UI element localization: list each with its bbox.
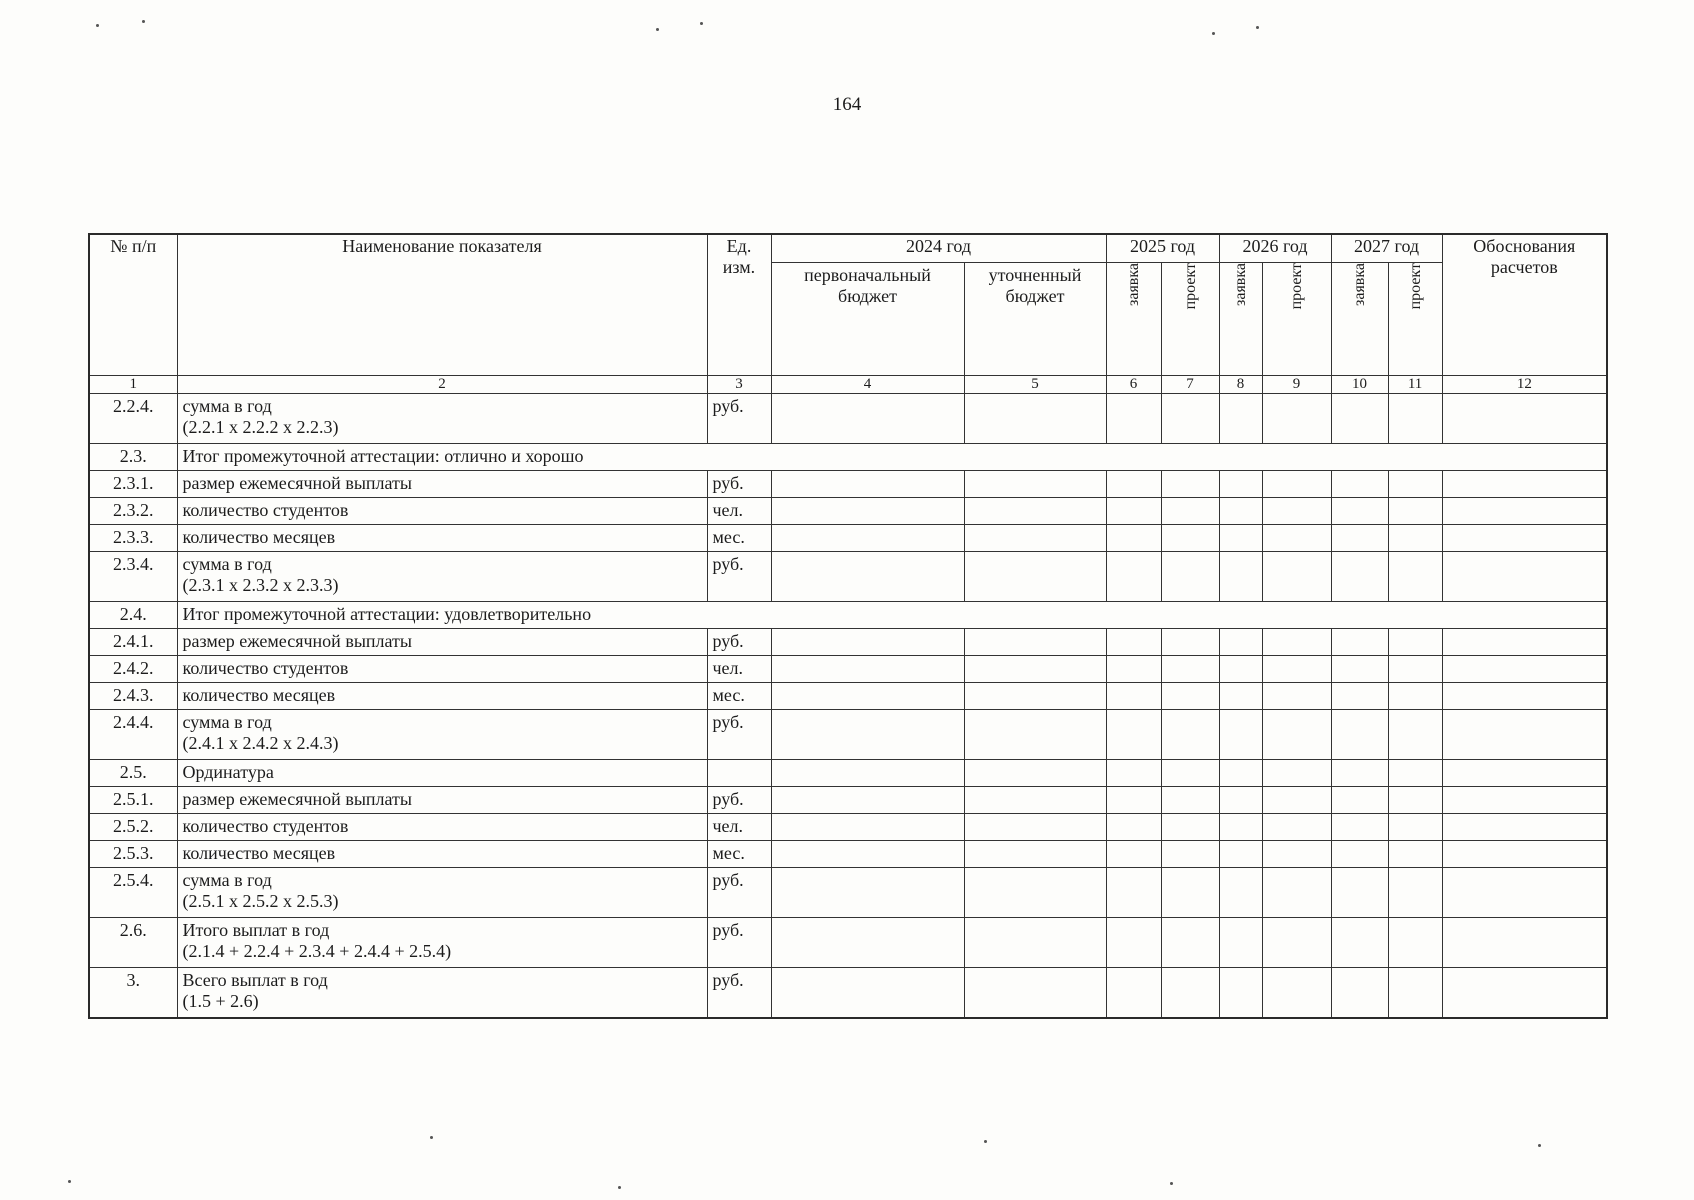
value-cell <box>964 710 1106 760</box>
value-cell <box>964 552 1106 602</box>
value-cell <box>1388 710 1442 760</box>
row-formula: (2.3.1 х 2.3.2 х 2.3.3) <box>182 575 339 595</box>
value-cell <box>1442 841 1607 868</box>
row-number: 2.5.3. <box>89 841 177 868</box>
value-cell <box>1106 787 1161 814</box>
row-unit: чел. <box>707 814 771 841</box>
value-cell <box>1442 498 1607 525</box>
row-unit: руб. <box>707 471 771 498</box>
value-cell <box>771 552 964 602</box>
value-cell <box>771 968 964 1019</box>
value-cell <box>1442 918 1607 968</box>
value-cell <box>964 918 1106 968</box>
row-indicator-name: сумма в год (2.5.1 х 2.5.2 х 2.5.3) <box>177 868 707 918</box>
row-unit: мес. <box>707 841 771 868</box>
value-cell <box>1106 552 1161 602</box>
value-cell <box>771 498 964 525</box>
value-cell <box>1262 394 1331 444</box>
value-cell <box>1219 918 1262 968</box>
value-cell <box>1388 394 1442 444</box>
table-row <box>89 471 1607 498</box>
column-number-11: 11 <box>1388 376 1442 394</box>
value-cell <box>771 525 964 552</box>
value-cell <box>1442 710 1607 760</box>
value-cell <box>1388 656 1442 683</box>
value-cell <box>1262 760 1331 787</box>
value-cell <box>1442 814 1607 841</box>
column-number-1: 1 <box>89 376 177 394</box>
value-cell <box>1219 868 1262 918</box>
header-num: № п/п <box>89 234 177 376</box>
value-cell <box>1442 525 1607 552</box>
row-indicator-name: количество студентов <box>177 814 707 841</box>
value-cell <box>1106 841 1161 868</box>
value-cell <box>1161 498 1219 525</box>
value-cell <box>1161 710 1219 760</box>
value-cell <box>1262 525 1331 552</box>
row-number: 2.6. <box>89 918 177 968</box>
value-cell <box>964 525 1106 552</box>
value-cell <box>1219 552 1262 602</box>
row-indicator-name: количество студентов <box>177 656 707 683</box>
value-cell <box>1442 868 1607 918</box>
value-cell <box>1106 656 1161 683</box>
value-cell <box>1442 471 1607 498</box>
row-number: 3. <box>89 968 177 1019</box>
value-cell <box>1161 868 1219 918</box>
value-cell <box>1388 918 1442 968</box>
row-indicator-name: количество месяцев <box>177 841 707 868</box>
value-cell <box>1262 683 1331 710</box>
value-cell <box>771 629 964 656</box>
value-cell <box>964 471 1106 498</box>
table-row <box>89 918 1607 968</box>
value-cell <box>1219 525 1262 552</box>
row-number: 2.3.3. <box>89 525 177 552</box>
value-cell <box>1161 683 1219 710</box>
row-unit: руб. <box>707 552 771 602</box>
value-cell <box>1331 868 1388 918</box>
value-cell <box>1442 683 1607 710</box>
row-number: 2.3.4. <box>89 552 177 602</box>
row-indicator-name: Ординатура <box>177 760 707 787</box>
value-cell <box>1161 814 1219 841</box>
row-number: 2.5.2. <box>89 814 177 841</box>
value-cell <box>1219 471 1262 498</box>
value-cell <box>964 683 1106 710</box>
header-revised-budget: уточненный бюджет <box>964 263 1106 376</box>
value-cell <box>1442 760 1607 787</box>
row-unit: мес. <box>707 683 771 710</box>
value-cell <box>771 760 964 787</box>
value-cell <box>1442 656 1607 683</box>
row-unit: руб. <box>707 868 771 918</box>
value-cell <box>1388 629 1442 656</box>
row-indicator-name: сумма в год (2.3.1 х 2.3.2 х 2.3.3) <box>177 552 707 602</box>
value-cell <box>771 868 964 918</box>
row-formula: (2.1.4 + 2.2.4 + 2.3.4 + 2.4.4 + 2.5.4) <box>182 941 452 961</box>
row-indicator-name: размер ежемесячной выплаты <box>177 629 707 656</box>
table-row <box>89 868 1607 918</box>
value-cell <box>1331 760 1388 787</box>
value-cell <box>1442 394 1607 444</box>
row-number: 2.3.2. <box>89 498 177 525</box>
table-row <box>89 552 1607 602</box>
value-cell <box>1262 710 1331 760</box>
value-cell <box>1331 471 1388 498</box>
value-cell <box>1262 787 1331 814</box>
value-cell <box>1219 629 1262 656</box>
value-cell <box>771 841 964 868</box>
value-cell <box>1442 968 1607 1019</box>
table-row <box>89 602 1607 629</box>
column-number-row <box>89 376 1607 394</box>
value-cell <box>1331 710 1388 760</box>
row-indicator-name: сумма в год (2.4.1 х 2.4.2 х 2.4.3) <box>177 710 707 760</box>
value-cell <box>1161 760 1219 787</box>
row-formula: (2.4.1 х 2.4.2 х 2.4.3) <box>182 733 339 753</box>
column-number-4: 4 <box>771 376 964 394</box>
row-unit: руб. <box>707 394 771 444</box>
row-number: 2.2.4. <box>89 394 177 444</box>
table-row <box>89 498 1607 525</box>
value-cell <box>1262 968 1331 1019</box>
value-cell <box>1442 552 1607 602</box>
value-cell <box>1388 814 1442 841</box>
table-row <box>89 444 1607 471</box>
row-number: 2.5.1. <box>89 787 177 814</box>
column-number-12: 12 <box>1442 376 1607 394</box>
value-cell <box>1106 629 1161 656</box>
value-cell <box>1161 656 1219 683</box>
header-name: Наименование показателя <box>177 234 707 376</box>
value-cell <box>1161 525 1219 552</box>
row-formula: (2.5.1 х 2.5.2 х 2.5.3) <box>182 891 339 911</box>
header-year-2027: 2027 год <box>1331 234 1442 263</box>
column-number-8: 8 <box>1219 376 1262 394</box>
row-indicator-name: количество месяцев <box>177 525 707 552</box>
value-cell <box>1331 787 1388 814</box>
value-cell <box>1331 841 1388 868</box>
row-indicator-name: количество студентов <box>177 498 707 525</box>
value-cell <box>771 656 964 683</box>
row-indicator-name: количество месяцев <box>177 683 707 710</box>
value-cell <box>1262 656 1331 683</box>
table-row <box>89 787 1607 814</box>
value-cell <box>1388 683 1442 710</box>
table-row <box>89 525 1607 552</box>
value-cell <box>1262 814 1331 841</box>
value-cell <box>1262 868 1331 918</box>
row-unit <box>707 760 771 787</box>
row-formula: (2.2.1 х 2.2.2 х 2.2.3) <box>182 417 339 437</box>
value-cell <box>1442 629 1607 656</box>
row-unit: руб. <box>707 918 771 968</box>
value-cell <box>1219 814 1262 841</box>
value-cell <box>1331 498 1388 525</box>
value-cell <box>1106 868 1161 918</box>
row-unit: чел. <box>707 656 771 683</box>
value-cell <box>1161 918 1219 968</box>
value-cell <box>1331 656 1388 683</box>
value-cell <box>1262 918 1331 968</box>
value-cell <box>771 787 964 814</box>
row-unit: руб. <box>707 710 771 760</box>
value-cell <box>1388 760 1442 787</box>
value-cell <box>771 471 964 498</box>
column-number-9: 9 <box>1262 376 1331 394</box>
budget-table <box>88 233 1608 1019</box>
table-body <box>89 394 1607 1019</box>
value-cell <box>1219 498 1262 525</box>
value-cell <box>1161 394 1219 444</box>
value-cell <box>1161 968 1219 1019</box>
column-number-3: 3 <box>707 376 771 394</box>
value-cell <box>964 814 1106 841</box>
row-indicator-name: Итого выплат в год (2.1.4 + 2.2.4 + 2.3.4 + 2.4.4 + 2.5.4) <box>177 918 707 968</box>
value-cell <box>964 760 1106 787</box>
row-number: 2.3. <box>89 444 177 471</box>
header-initial-budget: первоначальный бюджет <box>771 263 964 376</box>
value-cell <box>1388 841 1442 868</box>
value-cell <box>1388 498 1442 525</box>
table-row <box>89 710 1607 760</box>
value-cell <box>1388 968 1442 1019</box>
value-cell <box>1219 683 1262 710</box>
value-cell <box>1219 787 1262 814</box>
row-indicator-name: Итог промежуточной аттестации: удовлетворительно <box>177 602 1607 629</box>
value-cell <box>1331 968 1388 1019</box>
header-2025-project: проект <box>1161 263 1219 376</box>
row-unit: руб. <box>707 968 771 1019</box>
header-unit: Ед. изм. <box>707 234 771 376</box>
header-2026-project: проект <box>1262 263 1331 376</box>
row-unit: мес. <box>707 525 771 552</box>
value-cell <box>1388 552 1442 602</box>
value-cell <box>1106 968 1161 1019</box>
header-2027-project: проект <box>1388 263 1442 376</box>
value-cell <box>1106 710 1161 760</box>
column-number-7: 7 <box>1161 376 1219 394</box>
row-indicator-name: Итог промежуточной аттестации: отлично и хорошо <box>177 444 1607 471</box>
value-cell <box>1331 394 1388 444</box>
value-cell <box>1219 394 1262 444</box>
value-cell <box>1106 498 1161 525</box>
value-cell <box>1161 787 1219 814</box>
table-row <box>89 968 1607 1019</box>
header-justification: Обоснования расчетов <box>1442 234 1607 376</box>
row-number: 2.4.3. <box>89 683 177 710</box>
page-number: 164 <box>832 94 862 115</box>
value-cell <box>1106 760 1161 787</box>
header-year-2025: 2025 год <box>1106 234 1219 263</box>
value-cell <box>771 710 964 760</box>
row-unit: руб. <box>707 629 771 656</box>
value-cell <box>1262 841 1331 868</box>
value-cell <box>1331 918 1388 968</box>
column-number-5: 5 <box>964 376 1106 394</box>
row-unit: чел. <box>707 498 771 525</box>
value-cell <box>1219 760 1262 787</box>
row-indicator-name: Всего выплат в год (1.5 + 2.6) <box>177 968 707 1019</box>
row-indicator-name: размер ежемесячной выплаты <box>177 471 707 498</box>
table-row <box>89 656 1607 683</box>
row-number: 2.3.1. <box>89 471 177 498</box>
column-number-10: 10 <box>1331 376 1388 394</box>
value-cell <box>964 841 1106 868</box>
value-cell <box>1219 710 1262 760</box>
row-indicator-name: сумма в год (2.2.1 х 2.2.2 х 2.2.3) <box>177 394 707 444</box>
row-number: 2.4. <box>89 602 177 629</box>
value-cell <box>771 918 964 968</box>
value-cell <box>1161 841 1219 868</box>
row-number: 2.4.2. <box>89 656 177 683</box>
value-cell <box>1388 868 1442 918</box>
row-unit: руб. <box>707 787 771 814</box>
value-cell <box>1106 683 1161 710</box>
value-cell <box>964 629 1106 656</box>
table-row <box>89 683 1607 710</box>
row-number: 2.4.4. <box>89 710 177 760</box>
value-cell <box>1161 471 1219 498</box>
value-cell <box>1106 918 1161 968</box>
value-cell <box>1262 498 1331 525</box>
row-number: 2.5.4. <box>89 868 177 918</box>
header-2027-request: заявка <box>1331 263 1388 376</box>
row-formula: (1.5 + 2.6) <box>182 991 259 1011</box>
value-cell <box>964 868 1106 918</box>
value-cell <box>964 656 1106 683</box>
table-row <box>89 394 1607 444</box>
value-cell <box>1331 814 1388 841</box>
value-cell <box>771 814 964 841</box>
value-cell <box>1106 394 1161 444</box>
value-cell <box>964 498 1106 525</box>
header-year-2024: 2024 год <box>771 234 1106 263</box>
row-indicator-name: размер ежемесячной выплаты <box>177 787 707 814</box>
row-number: 2.5. <box>89 760 177 787</box>
value-cell <box>964 968 1106 1019</box>
value-cell <box>1388 787 1442 814</box>
value-cell <box>1331 552 1388 602</box>
table-row <box>89 814 1607 841</box>
value-cell <box>964 394 1106 444</box>
header-2025-request: заявка <box>1106 263 1161 376</box>
value-cell <box>771 683 964 710</box>
value-cell <box>1262 629 1331 656</box>
value-cell <box>1262 471 1331 498</box>
table-row <box>89 629 1607 656</box>
value-cell <box>1106 525 1161 552</box>
row-number: 2.4.1. <box>89 629 177 656</box>
column-number-6: 6 <box>1106 376 1161 394</box>
value-cell <box>1388 471 1442 498</box>
value-cell <box>1219 968 1262 1019</box>
table-row <box>89 760 1607 787</box>
value-cell <box>1388 525 1442 552</box>
value-cell <box>1161 629 1219 656</box>
value-cell <box>1219 841 1262 868</box>
value-cell <box>1331 525 1388 552</box>
header-2026-request: заявка <box>1219 263 1262 376</box>
table-header <box>89 234 1607 394</box>
value-cell <box>1106 471 1161 498</box>
value-cell <box>1262 552 1331 602</box>
header-year-2026: 2026 год <box>1219 234 1331 263</box>
column-number-2: 2 <box>177 376 707 394</box>
value-cell <box>1442 787 1607 814</box>
table-row <box>89 841 1607 868</box>
value-cell <box>1331 683 1388 710</box>
value-cell <box>1161 552 1219 602</box>
value-cell <box>964 787 1106 814</box>
value-cell <box>771 394 964 444</box>
value-cell <box>1106 814 1161 841</box>
value-cell <box>1331 629 1388 656</box>
value-cell <box>1219 656 1262 683</box>
